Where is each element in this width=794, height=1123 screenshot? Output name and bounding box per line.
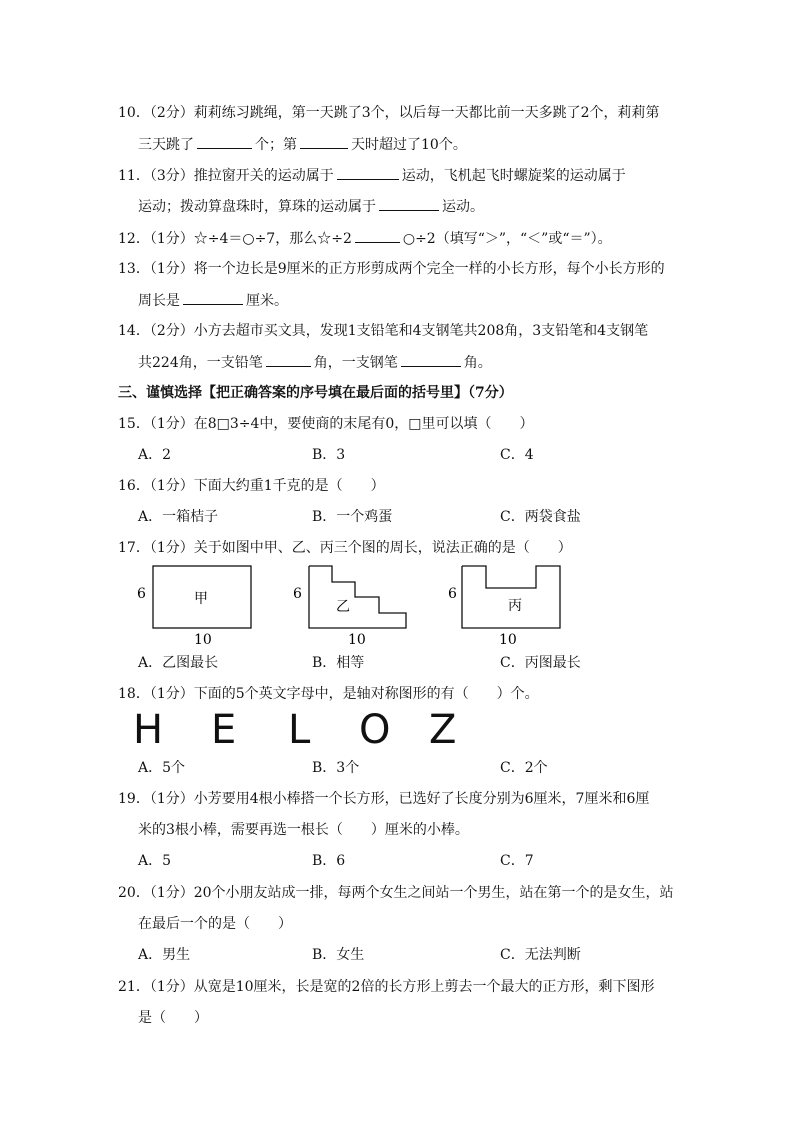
answer-blank[interactable] — [183, 290, 243, 305]
letter-z: Z — [429, 707, 457, 753]
figure-bing — [444, 560, 574, 652]
figure-name: 乙 — [336, 599, 350, 615]
height-label: 6 — [293, 586, 302, 602]
answer-blank[interactable] — [401, 352, 461, 367]
q10-line2: 三天跳了 个；第 天时超过了10个。 — [138, 134, 467, 155]
width-label: 10 — [194, 632, 212, 648]
staircase-shape — [309, 566, 406, 628]
answer-blank[interactable] — [197, 134, 252, 149]
figure-jia — [132, 560, 262, 652]
q20-line2: 在最后一个的是（ ） — [138, 916, 292, 932]
width-label: 10 — [499, 632, 517, 648]
q15-option-c[interactable]: C．4 — [500, 447, 534, 463]
answer-blank[interactable] — [379, 196, 439, 211]
q15-option-b[interactable]: B．3 — [312, 447, 346, 463]
q16-option-a[interactable]: A．一箱桔子 — [138, 509, 219, 525]
q18-stem: 18．（1分）下面的5个英文字母中，是轴对称图形的有（ ）个。 — [118, 686, 539, 702]
q17-option-b[interactable]: B．相等 — [312, 655, 365, 671]
q15-stem: 15．（1分）在8□3÷4中，要使商的末尾有0，□里可以填（ ） — [118, 416, 534, 432]
q18-option-c[interactable]: C．2个 — [500, 760, 548, 776]
q20-option-c[interactable]: C．无法判断 — [500, 947, 581, 963]
q18-option-b[interactable]: B．3个 — [312, 760, 360, 776]
answer-blank[interactable] — [337, 165, 399, 180]
letter-h: H — [133, 707, 164, 753]
q19-line2: 米的3根小棒，需要再选一根长（ ）厘米的小棒。 — [138, 822, 469, 838]
q17-stem: 17．（1分）关于如图中甲、乙、丙三个图的周长，说法正确的是（ ） — [118, 540, 572, 556]
q18-option-a[interactable]: A．5个 — [138, 760, 186, 776]
answer-blank[interactable] — [266, 352, 311, 367]
width-label: 10 — [348, 632, 366, 648]
figure-name: 甲 — [194, 591, 208, 607]
notched-shape — [462, 566, 560, 628]
figure-yi — [288, 560, 418, 652]
q16-option-b[interactable]: B．一个鸡蛋 — [312, 509, 393, 525]
letter-e: E — [211, 707, 237, 753]
q15-option-a[interactable]: A．2 — [138, 447, 172, 463]
q19-option-c[interactable]: C．7 — [500, 853, 534, 869]
q21-line2: 是（ ） — [138, 1010, 208, 1026]
q12-line1: 12．（1分）☆÷4＝○÷7，那么☆÷2 ○÷2（填写“＞”，“＜”或“＝”）。 — [118, 228, 612, 249]
q16-stem: 16．（1分）下面大约重1千克的是（ ） — [118, 478, 385, 494]
q19-option-b[interactable]: B．6 — [312, 853, 346, 869]
q19-line1: 19．（1分）小芳要用4根小棒搭一个长方形，已选好了长度分别为6厘米，7厘米和6厘 — [118, 791, 650, 807]
letters-row — [133, 708, 473, 752]
q17-option-a[interactable]: A．乙图最长 — [138, 655, 219, 671]
q17-option-c[interactable]: C．丙图最长 — [500, 655, 581, 671]
q20-option-a[interactable]: A．男生 — [138, 947, 191, 963]
q14-line2: 共224角，一支铅笔 角，一支钢笔 角。 — [138, 352, 492, 373]
q20-option-b[interactable]: B．女生 — [312, 947, 365, 963]
figure-name: 丙 — [508, 598, 522, 614]
letter-l: L — [288, 707, 311, 753]
q10-line1: 10．（2分）莉莉练习跳绳，第一天跳了3个，以后每一天都比前一天多跳了2个，莉莉第 — [118, 105, 660, 121]
height-label: 6 — [137, 586, 146, 602]
q14-line1: 14．（2分）小方去超市买文具，发现1支铅笔和4支钢笔共208角，3支铅笔和4支钢笔 — [118, 323, 649, 339]
q13-line1: 13．（1分）将一个边长是9厘米的正方形剪成两个完全一样的小长方形，每个小长方形的 — [118, 261, 665, 277]
answer-blank[interactable] — [300, 134, 348, 149]
q11-line1: 11．（3分）推拉窗开关的运动属于 运动，飞机起飞时螺旋桨的运动属于 — [118, 165, 626, 186]
q13-line2: 周长是 厘米。 — [138, 290, 288, 311]
section-title: 三、谨慎选择【把正确答案的序号填在最后面的括号里】（7分） — [118, 385, 513, 401]
q21-line1: 21．（1分）从宽是10厘米，长是宽的2倍的长方形上剪去一个最大的正方形，剩下图形 — [118, 979, 655, 995]
q11-line2: 运动；拨动算盘珠时，算珠的运动属于 运动。 — [138, 196, 484, 217]
q19-option-a[interactable]: A．5 — [138, 853, 172, 869]
answer-blank[interactable] — [355, 228, 400, 243]
q16-option-c[interactable]: C．两袋食盐 — [500, 509, 581, 525]
height-label: 6 — [448, 586, 457, 602]
letter-o: O — [359, 707, 391, 753]
q20-line1: 20．（1分）20个小朋友站成一排，每两个女生之间站一个男生，站在第一个的是女生，站 — [118, 885, 674, 901]
